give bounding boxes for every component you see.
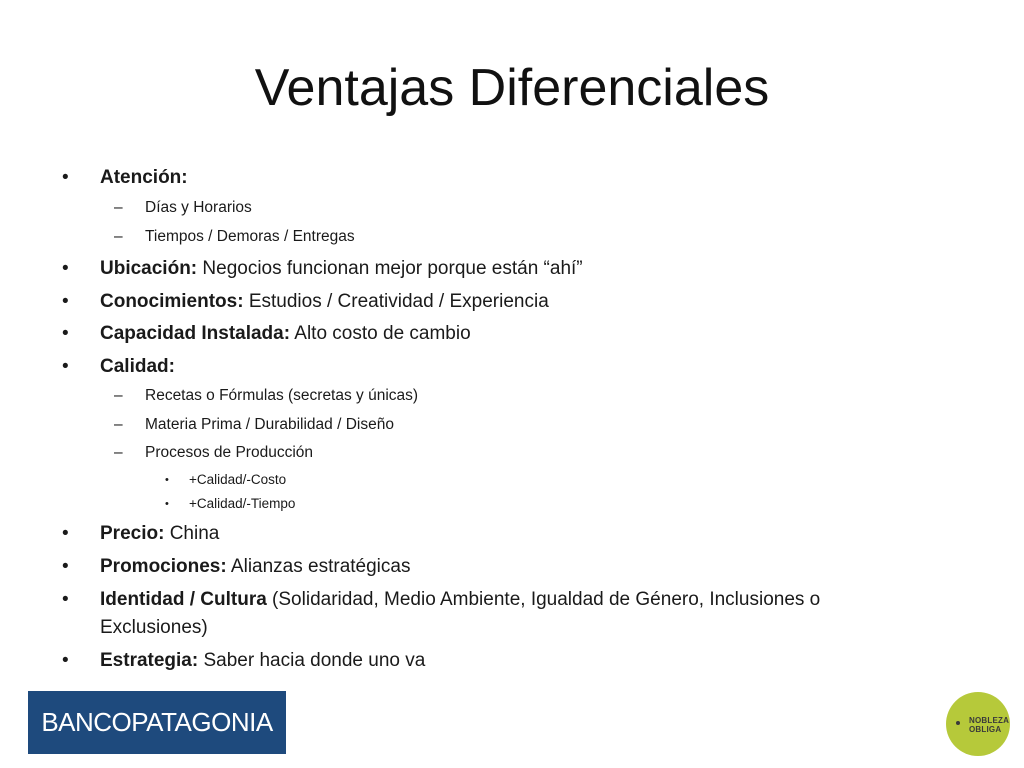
- bullet-icon: •: [62, 556, 69, 577]
- dash-icon: –: [114, 444, 123, 461]
- item-label: Atención:: [100, 167, 188, 188]
- sub-item-text: Tiempos / Demoras / Entregas: [145, 228, 355, 245]
- item-text: Alianzas estratégicas: [226, 556, 411, 577]
- bullet-icon: •: [62, 167, 69, 188]
- sub-item-text: Días y Horarios: [145, 199, 252, 216]
- bullet-icon: •: [62, 258, 69, 279]
- dash-icon: –: [114, 387, 123, 404]
- item-text-continued: Exclusiones): [100, 617, 208, 638]
- bullet-icon: •: [165, 498, 169, 510]
- sub-item-text: Procesos de Producción: [145, 444, 314, 461]
- item-text: (Solidaridad, Medio Ambiente, Igualdad de Género, Inclusiones o: [266, 589, 821, 610]
- badge-line2: OBLIGA: [969, 725, 1002, 734]
- item-text: Estudios / Creatividad / Experiencia: [243, 291, 549, 312]
- bank-logo: [28, 691, 286, 754]
- bullet-icon: •: [165, 474, 169, 486]
- slide-title: Ventajas Diferenciales: [254, 59, 770, 117]
- item-text: China: [164, 523, 220, 544]
- bullet-icon: •: [62, 291, 69, 312]
- bullet-icon: •: [62, 523, 69, 544]
- item-label: Identidad / Cultura: [100, 589, 267, 610]
- item-label: Promociones:: [100, 556, 227, 577]
- bullet-icon: •: [62, 356, 69, 377]
- item-text: Saber hacia donde uno va: [198, 650, 426, 671]
- sub-sub-item-text: +Calidad/-Costo: [189, 472, 287, 487]
- item-label: Conocimientos:: [100, 291, 244, 312]
- item-label: Precio:: [100, 523, 165, 544]
- dot-icon: [956, 721, 960, 725]
- nobleza-obliga-badge: [946, 692, 1010, 756]
- item-label: Capacidad Instalada:: [100, 323, 291, 344]
- dash-icon: –: [114, 199, 123, 216]
- item-label: Calidad:: [100, 356, 175, 377]
- bullet-icon: •: [62, 589, 69, 610]
- item-text: Alto costo de cambio: [290, 323, 471, 344]
- sub-item-text: Materia Prima / Durabilidad / Diseño: [145, 416, 394, 433]
- dash-icon: –: [114, 228, 123, 245]
- bank-logo-text: BANCOPATAGONIA: [41, 707, 273, 737]
- dash-icon: –: [114, 416, 123, 433]
- bullet-icon: •: [62, 650, 69, 671]
- sub-sub-item-text: +Calidad/-Tiempo: [189, 496, 296, 511]
- item-text: Negocios funcionan mejor porque están “ahí”: [197, 258, 583, 279]
- sub-item-text: Recetas o Fórmulas (secretas y únicas): [145, 387, 419, 404]
- item-label: Estrategia:: [100, 650, 199, 671]
- bullet-icon: •: [62, 323, 69, 344]
- item-label: Ubicación:: [100, 258, 198, 279]
- badge-line1: NOBLEZA: [969, 716, 1010, 725]
